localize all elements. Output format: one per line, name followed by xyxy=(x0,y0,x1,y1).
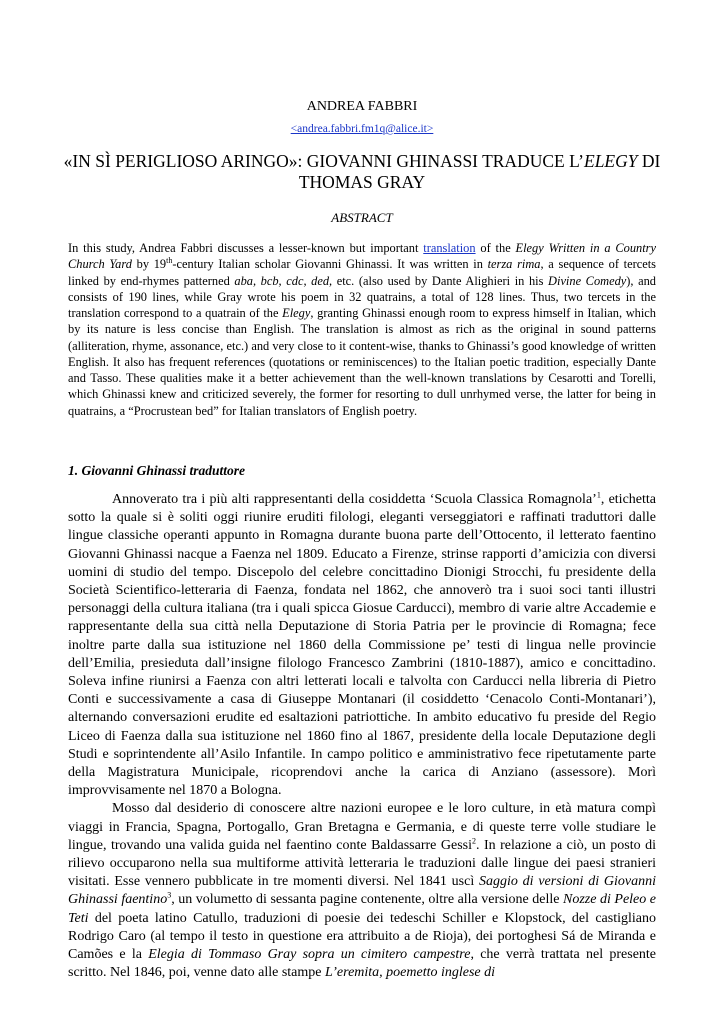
abstract-italic: Divine Comedy xyxy=(548,273,627,288)
abstract-run: , granting Ghinassi enough room to express himself in Italian, which by its nature is less concise than English. The translation is almost as rich as the original in sound patterns (alliteration, rhyme, assonance, etc.) and very close to it content-wise, thanks to Ghinassi’s good knowledge of written English. It also has frequent references (quotations or reminiscences) to the Italian poetic tradition, especially Dante and Tasso. These qualities make it a better achievement than the well-known translations by Cesarotti and Torelli, which Ghinassi knew and criticized severely, the former for resorting to dull unrhymed verse, the latter for being in quatrains, a “Procrustean bed” for Italian translators of English poetry. xyxy=(68,306,656,418)
paragraph-1 xyxy=(68,491,656,800)
abstract-run: by 19 xyxy=(131,257,167,272)
abstract-italic: Elegy xyxy=(282,306,311,320)
abstract-italic: Elegy Written in a Country Church Yard xyxy=(68,241,656,272)
paragraph-italic: L’eremita, poemetto inglese di xyxy=(325,965,496,981)
paragraph-run: , etichetta sotto la quale si è soliti oggi riunire eruditi filologi, eleganti verseggiatori e raffinati traduttori dalle lingue classiche operanti appunto in Romagna durante buona parte dell’Ottocento, il letterato faentino Giovanni Ghinassi nacque a Faenza nel 1809. Educato a Firenze, strinse rapporti d’amicizia con diversi uomini di studio del tempo. Discepolo del celebre concittadino Dionigi Strocchi, fu presidente della Società Scientifico-letteraria di Faenza, fondata nel 1862, che annoverò tra i suoi soci tanti illustri personaggi della cultura italiana (tra i quali spicca Giosue Carducci), membro di varie altre Accademie e rappresentante della sua città nella Deputazione di Storia Patria per le provincie di Romagna; fece inoltre parte dalla sua istituzione nel 1860 della Commissione pe’ testi di lingua nelle provincie dell’Emilia, presieduta dall’insigne filologo Francesco Zambrini (1810-1887), amico e concittadino. Soleva infine riunirsi a Faenza con altri letterati locali e talvolta con Carducci nella libreria di Pietro Conti e successivamente a casa di Giuseppe Montanari (il cosiddetto ‘Cenacolo Conti-Montanari’), alternando conversazioni erudite ed esaltazioni patriottiche. In ambito educativo fu preside del Regio Liceo di Faenza dalla sua istituzione nel 1860 fino al 1867, presidente della locale Deputazione degli Studi e soprintendente all’Asilo Infantile. In campo politico e amministrativo fece ripetutamente parte della Magistratura Municipale, ricoprendovi anche la carica di Anziano (assessore). Morì improvvisamente nel 1870 a Bologna. xyxy=(68,492,656,799)
abstract-italic: terza rima xyxy=(487,257,541,272)
author-email xyxy=(0,122,724,136)
paper-title xyxy=(60,151,664,193)
abstract-heading: ABSTRACT xyxy=(331,210,393,225)
abstract-run: ), and consists of 190 lines, while Gray wrote his poem in 32 quatrains, a total of 128 lines. Thus, two tercets in the translation correspond to a quatrain of the xyxy=(68,273,656,320)
paragraph-run: del poeta latino Catullo, traduzioni di poesie dei tedeschi Schiller e Klopstock, del castigliano Rodrigo Caro (al tempo il testo in questione era attribuito a de Rioja), dei portoghesi Sá de Miranda e Camões e la xyxy=(68,910,656,963)
abstract-superscript: th xyxy=(166,256,173,266)
abstract-run: In this study, Andrea Fabbri discusses a lesser-known but important xyxy=(68,241,424,255)
footnote-marker[interactable]: 2 xyxy=(471,836,476,846)
title-italic: ELEGY xyxy=(584,151,638,171)
paragraph-run: Annoverato tra i più alti rappresentanti della cosiddetta ‘Scuola Classica Romagnola’ xyxy=(112,492,597,507)
title-suffix: DI THOMAS GRAY xyxy=(298,151,661,192)
abstract-text xyxy=(68,240,656,419)
paragraph-run: . In relazione a ciò, un posto di rilievo occuparono nella sua multiforme attività letteraria le traduzioni dalle lingue dei paesi stranieri visitati. Esse vennero pubblicate in tre momenti diversi. Nel 1841 uscì xyxy=(68,837,656,890)
section-heading: 1. Giovanni Ghinassi traduttore xyxy=(68,463,246,478)
abstract-run: etc. (also used by Dante Alighieri in his xyxy=(332,273,549,288)
abstract-run: of the xyxy=(475,241,516,255)
email-link[interactable]: <andrea.fabbri.fm1q@alice.it> xyxy=(290,123,434,135)
paragraph-italic: Saggio di versioni di Giovanni Ghinassi faentino xyxy=(68,874,656,908)
footnote-marker[interactable]: 3 xyxy=(167,890,172,900)
abstract-italic: aba, bcb, cdc, ded, xyxy=(234,273,333,288)
paragraph-italic: Elegia di Tommaso Gray sopra un cimitero campestre xyxy=(148,947,471,963)
title-prefix: «IN SÌ PERIGLIOSO ARINGO»: GIOVANNI GHINASSI TRADUCE L’ xyxy=(63,151,584,171)
paragraph-run: , un volumetto di sessanta pagine contenente, oltre alla versione delle xyxy=(171,892,563,908)
paragraph-run: Mosso dal desiderio di conoscere altre nazioni europee e le loro culture, in età matura compì viaggi in Francia, Spagna, Portogallo, Gran Bretagna e Germania, e di queste terre volle studiare le lingue, trovando una valida guida nel faentino conte Baldassarre Gessi xyxy=(68,801,656,853)
paragraph-2 xyxy=(68,800,656,982)
body-text xyxy=(68,491,656,982)
abstract-run: -century Italian scholar Giovanni Ghinassi. It was written in xyxy=(172,257,488,272)
footnote-marker[interactable]: 1 xyxy=(596,490,601,500)
paragraph-italic: Nozze di Peleo e Teti xyxy=(68,892,657,926)
translation-link[interactable]: translation xyxy=(423,241,476,255)
abstract-run: , a sequence of tercets linked by end-rhymes patterned xyxy=(68,257,656,288)
paragraph-run: , che verrà trattata nel presente scritto. Nel 1846, poi, venne dato alle stampe xyxy=(68,947,657,981)
author-name: ANDREA FABBRI xyxy=(306,99,418,114)
